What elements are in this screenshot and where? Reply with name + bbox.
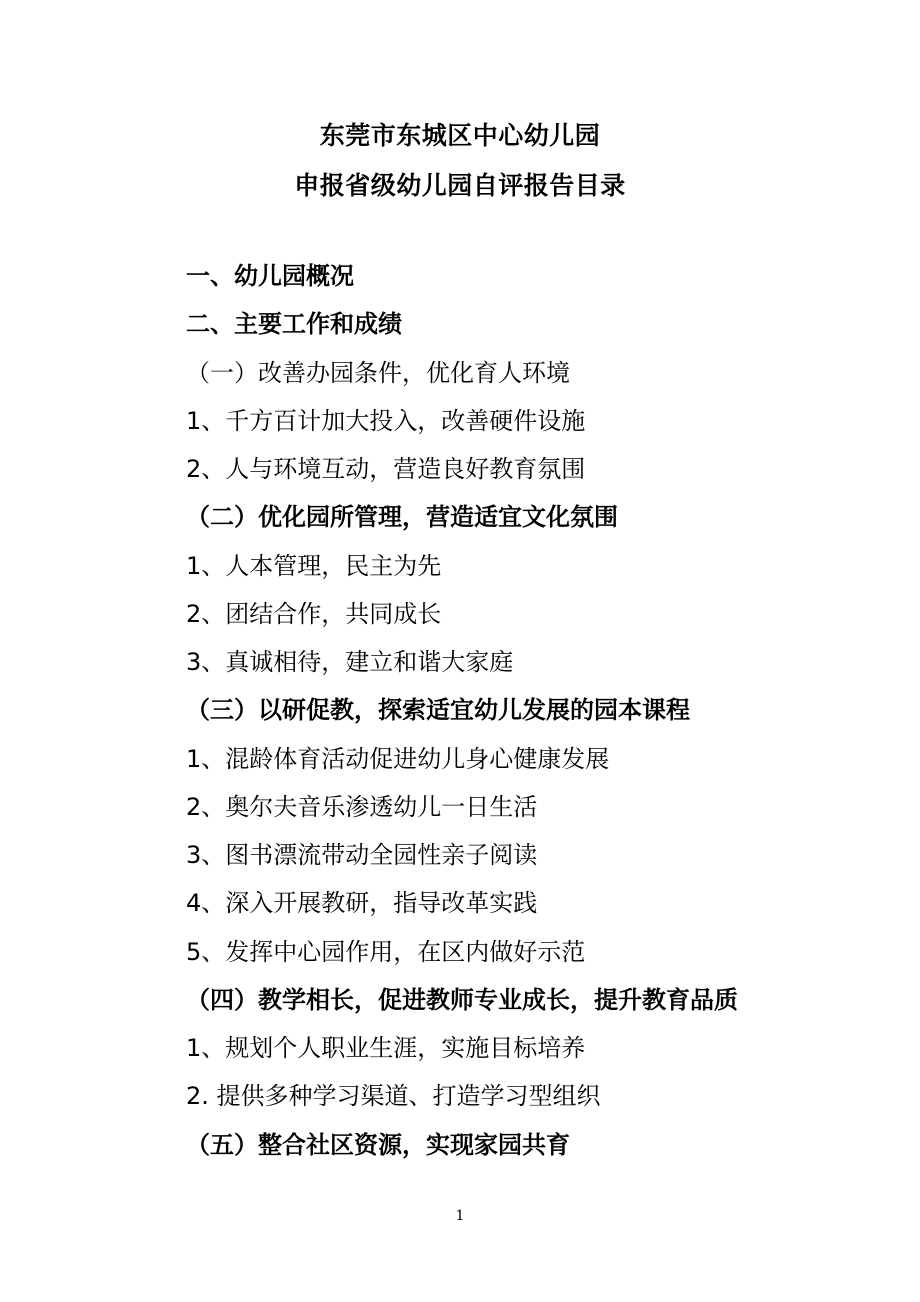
toc-heading-1: 一、幼儿园概况	[186, 262, 354, 290]
toc-item: 5、发挥中心园作用，在区内做好示范	[186, 938, 586, 966]
toc-item: 3、真诚相待，建立和谐大家庭	[186, 648, 514, 676]
toc-item: 3、图书漂流带动全园性亲子阅读	[186, 841, 538, 869]
toc-item: 2、奥尔夫音乐渗透幼儿一日生活	[186, 793, 538, 821]
page-number: 1	[455, 1208, 465, 1224]
toc-item: 4、深入开展教研，指导改革实践	[186, 889, 538, 917]
toc-item: 2、人与环境互动，营造良好教育氛围	[186, 455, 586, 483]
toc-item: 1、混龄体育活动促进幼儿身心健康发展	[186, 745, 610, 773]
toc-item: 1、规划个人职业生涯，实施目标培养	[186, 1034, 586, 1062]
toc-item: 1、千方百计加大投入，改善硬件设施	[186, 407, 586, 435]
toc-section-4: （四）教学相长，促进教师专业成长，提升教育品质	[186, 986, 738, 1014]
toc-heading-2: 二、主要工作和成绩	[186, 310, 402, 338]
toc-section-3: （三）以研促教，探索适宜幼儿发展的园本课程	[186, 696, 690, 724]
document-title-line-1: 东莞市东城区中心幼儿园	[319, 121, 601, 150]
document-title-line-2: 申报省级幼儿园自评报告目录	[294, 171, 626, 200]
toc-section-2: （二）优化园所管理，营造适宜文化氛围	[186, 503, 618, 531]
toc-section-5: （五）整合社区资源，实现家园共育	[186, 1131, 570, 1159]
toc-item: 2、团结合作，共同成长	[186, 600, 442, 628]
toc-item: 1、人本管理，民主为先	[186, 552, 442, 580]
toc-item: 2. 提供多种学习渠道、打造学习型组织	[186, 1082, 601, 1110]
toc-section-1: （一）改善办园条件，优化育人环境	[186, 359, 570, 387]
